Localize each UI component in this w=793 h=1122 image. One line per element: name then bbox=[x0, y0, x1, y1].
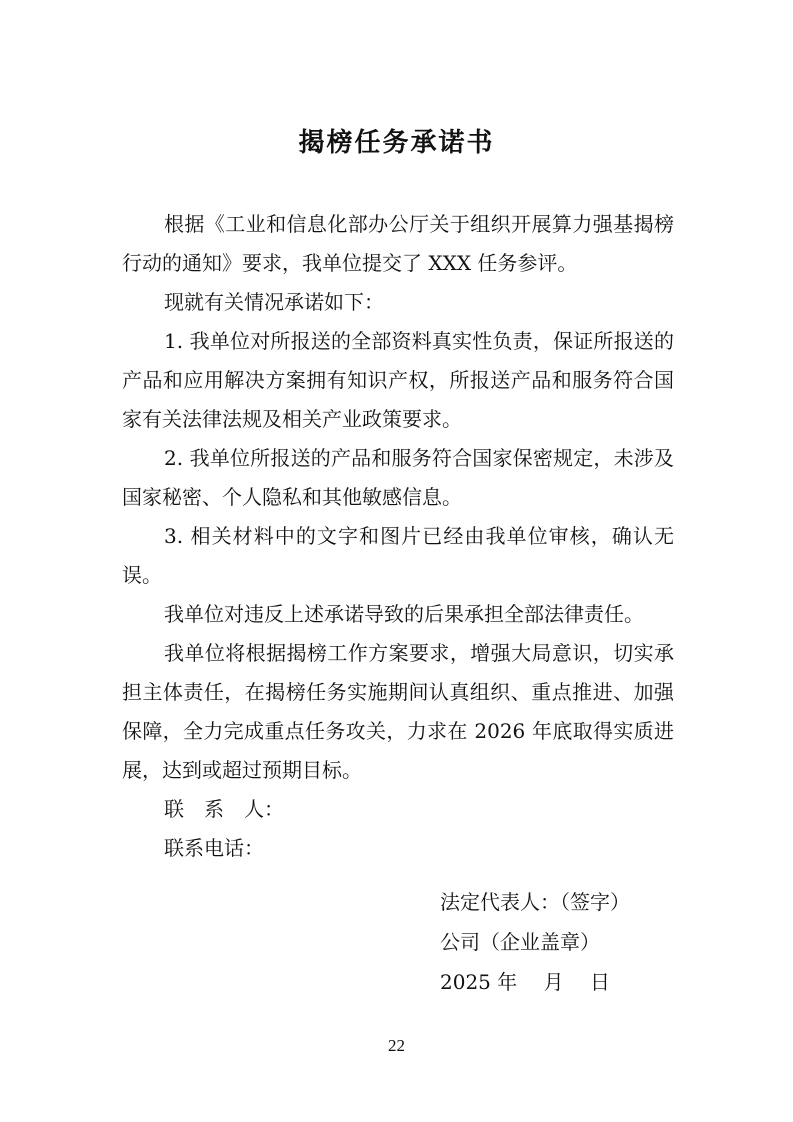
page-number: 22 bbox=[388, 1036, 405, 1055]
legal-representative-signature-line: 法定代表人：（签字） bbox=[440, 890, 630, 914]
document-body bbox=[122, 205, 674, 868]
signature-block bbox=[440, 882, 630, 1002]
paragraph-item-1: 1. 我单位对所报送的全部资料真实性负责，保证所报送的产品和应用解决方案拥有知识产权，所报送产品和服务符合国家有关法律法规及相关产业政策要求。 bbox=[122, 329, 674, 431]
paragraph-responsibility: 我单位将根据揭榜工作方案要求，增强大局意识，切实承担主体责任，在揭榜任务实施期间认真组织、重点推进、加强保障，全力完成重点任务攻关，力求在 2026 年底取得实质进展，达到或超过预期目标。 bbox=[122, 641, 674, 782]
contact-phone-label: 联系电话： bbox=[164, 836, 264, 860]
company-seal-line: 公司（企业盖章） bbox=[440, 930, 600, 954]
paragraph-item-3: 3. 相关材料中的文字和图片已经由我单位审核，确认无误。 bbox=[122, 524, 674, 587]
document-title: 揭榜任务承诺书 bbox=[298, 128, 495, 158]
paragraph-liability: 我单位对违反上述承诺导致的后果承担全部法律责任。 bbox=[164, 602, 644, 626]
paragraph-item-2: 2. 我单位所报送的产品和服务符合国家保密规定，未涉及国家秘密、个人隐私和其他敏感信息。 bbox=[122, 446, 674, 509]
paragraph-commitment-lead: 现就有关情况承诺如下： bbox=[164, 290, 384, 314]
contact-person-label: 联 系 人： bbox=[164, 797, 284, 821]
date-line: 2025 年 月 日 bbox=[440, 970, 610, 994]
paragraph-intro: 根据《工业和信息化部办公厅关于组织开展算力强基揭榜行动的通知》要求，我单位提交了 XXX 任务参评。 bbox=[122, 212, 674, 275]
